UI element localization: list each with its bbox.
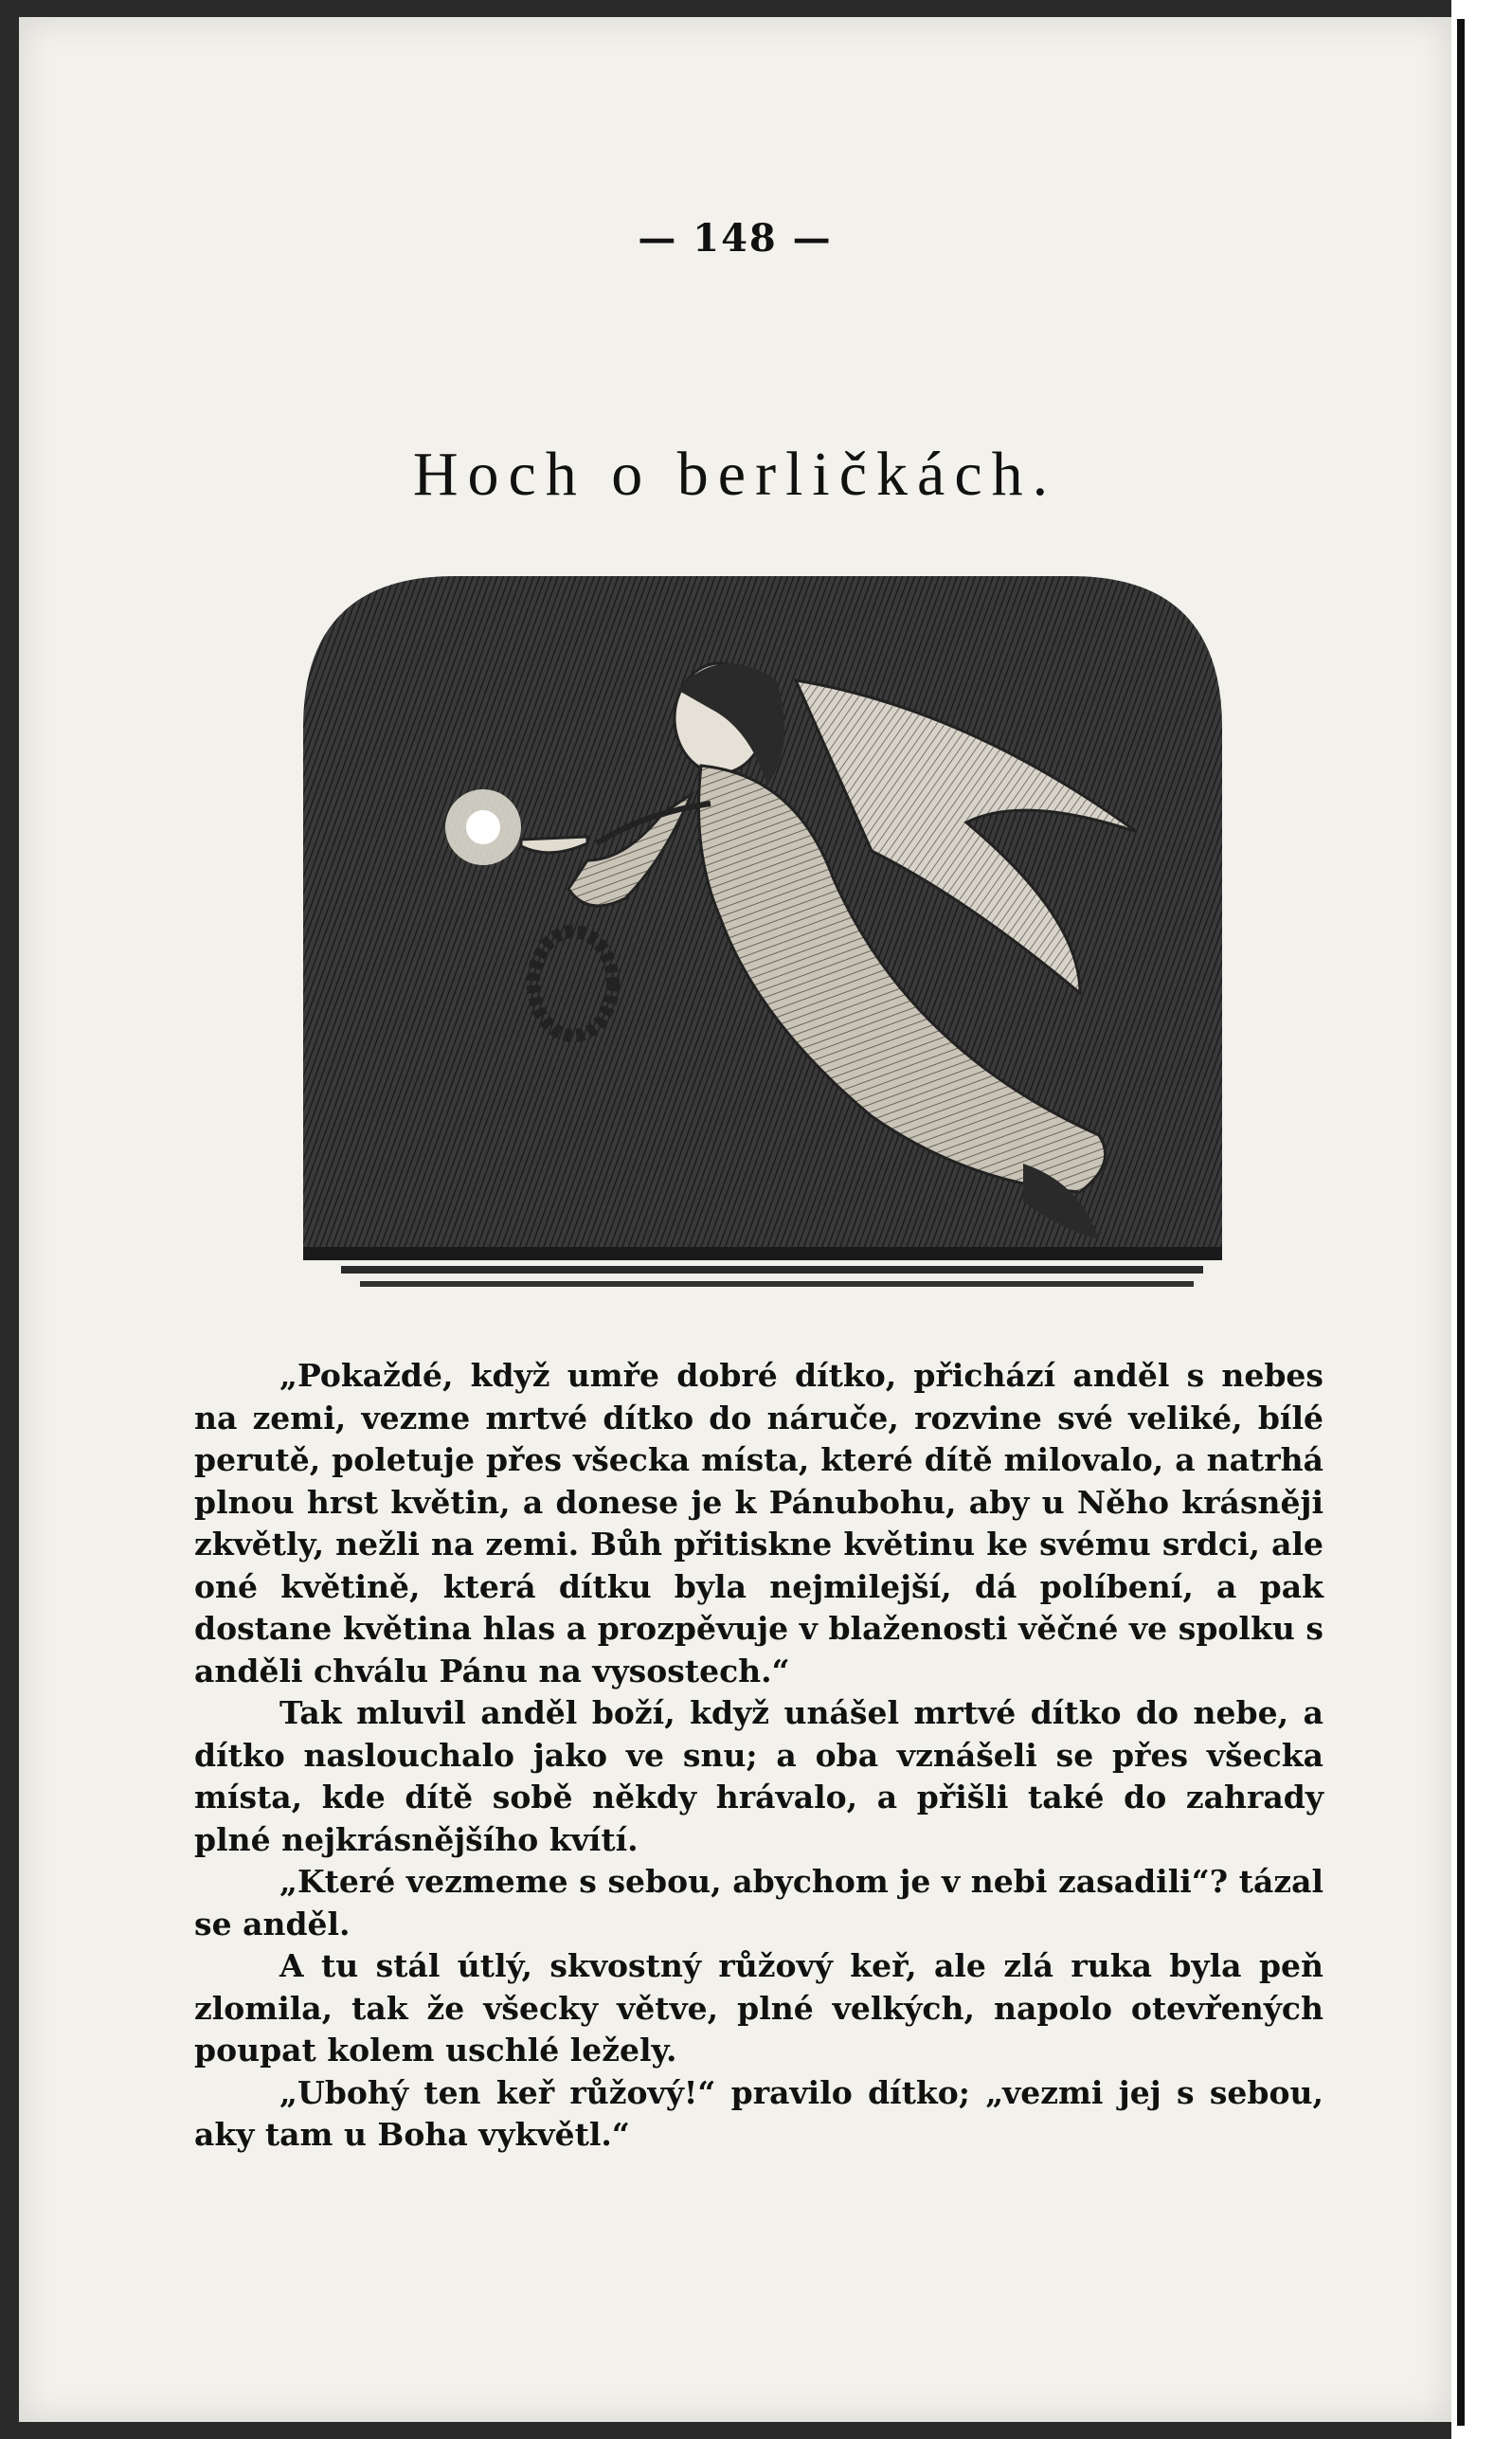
paragraph: „Které vezmeme s sebou, abychom je v nebi zasadili“? tázal se anděl.	[194, 1863, 1323, 1942]
page-number: — 148 —	[638, 216, 833, 261]
chapter-title: Hoch o berličkách.	[412, 440, 1058, 509]
paragraph: Tak mluvil anděl boží, když unášel mrtvé dítko do nebe, a dítko naslouchalo jako ve snu; a oba vznášeli se přes všecka místa, kde dítě sobě někdy hrávalo, a přišli také do zahrady plné nejkrásnějšího kvítí.	[194, 1694, 1323, 1858]
book-page	[19, 17, 1451, 2422]
page-edge	[1451, 0, 1512, 2439]
paragraph: A tu stál útlý, skvostný růžový keř, ale zlá ruka byla peň zlomila, tak že všecky větve, plné velkých, napolo otevřených poupat kolem uschlé ležely.	[194, 1947, 1323, 2069]
paragraph: „Ubohý ten keř růžový!“ pravilo dítko; „vezmi jej s sebou, aky tam u Boha vykvětl.“	[194, 2073, 1323, 2153]
paragraph: „Pokaždé, když umře dobré dítko, přichází anděl s nebes na zemi, vezme mrtvé dítko do náruče, rozvine své veliké, bílé perutě, poletuje přes všecka místa, které dítě milovalo, a natrhá plnou hrst květin, a donese je k Pánubohu, aby u Něho krásněji zkvětly, nežli na zemi. Bůh přitiskne květinu ke svému srdci, ale oné květině, která dítku byla nejmilejší, dá políbení, a pak dostane květina hlas a prozpěvuje v blaženosti věčné ve spolku s anděli chválu Pánu na vysostech.“	[194, 1357, 1323, 1689]
body-text	[194, 1355, 1323, 2157]
angel-illustration	[303, 576, 1222, 1315]
